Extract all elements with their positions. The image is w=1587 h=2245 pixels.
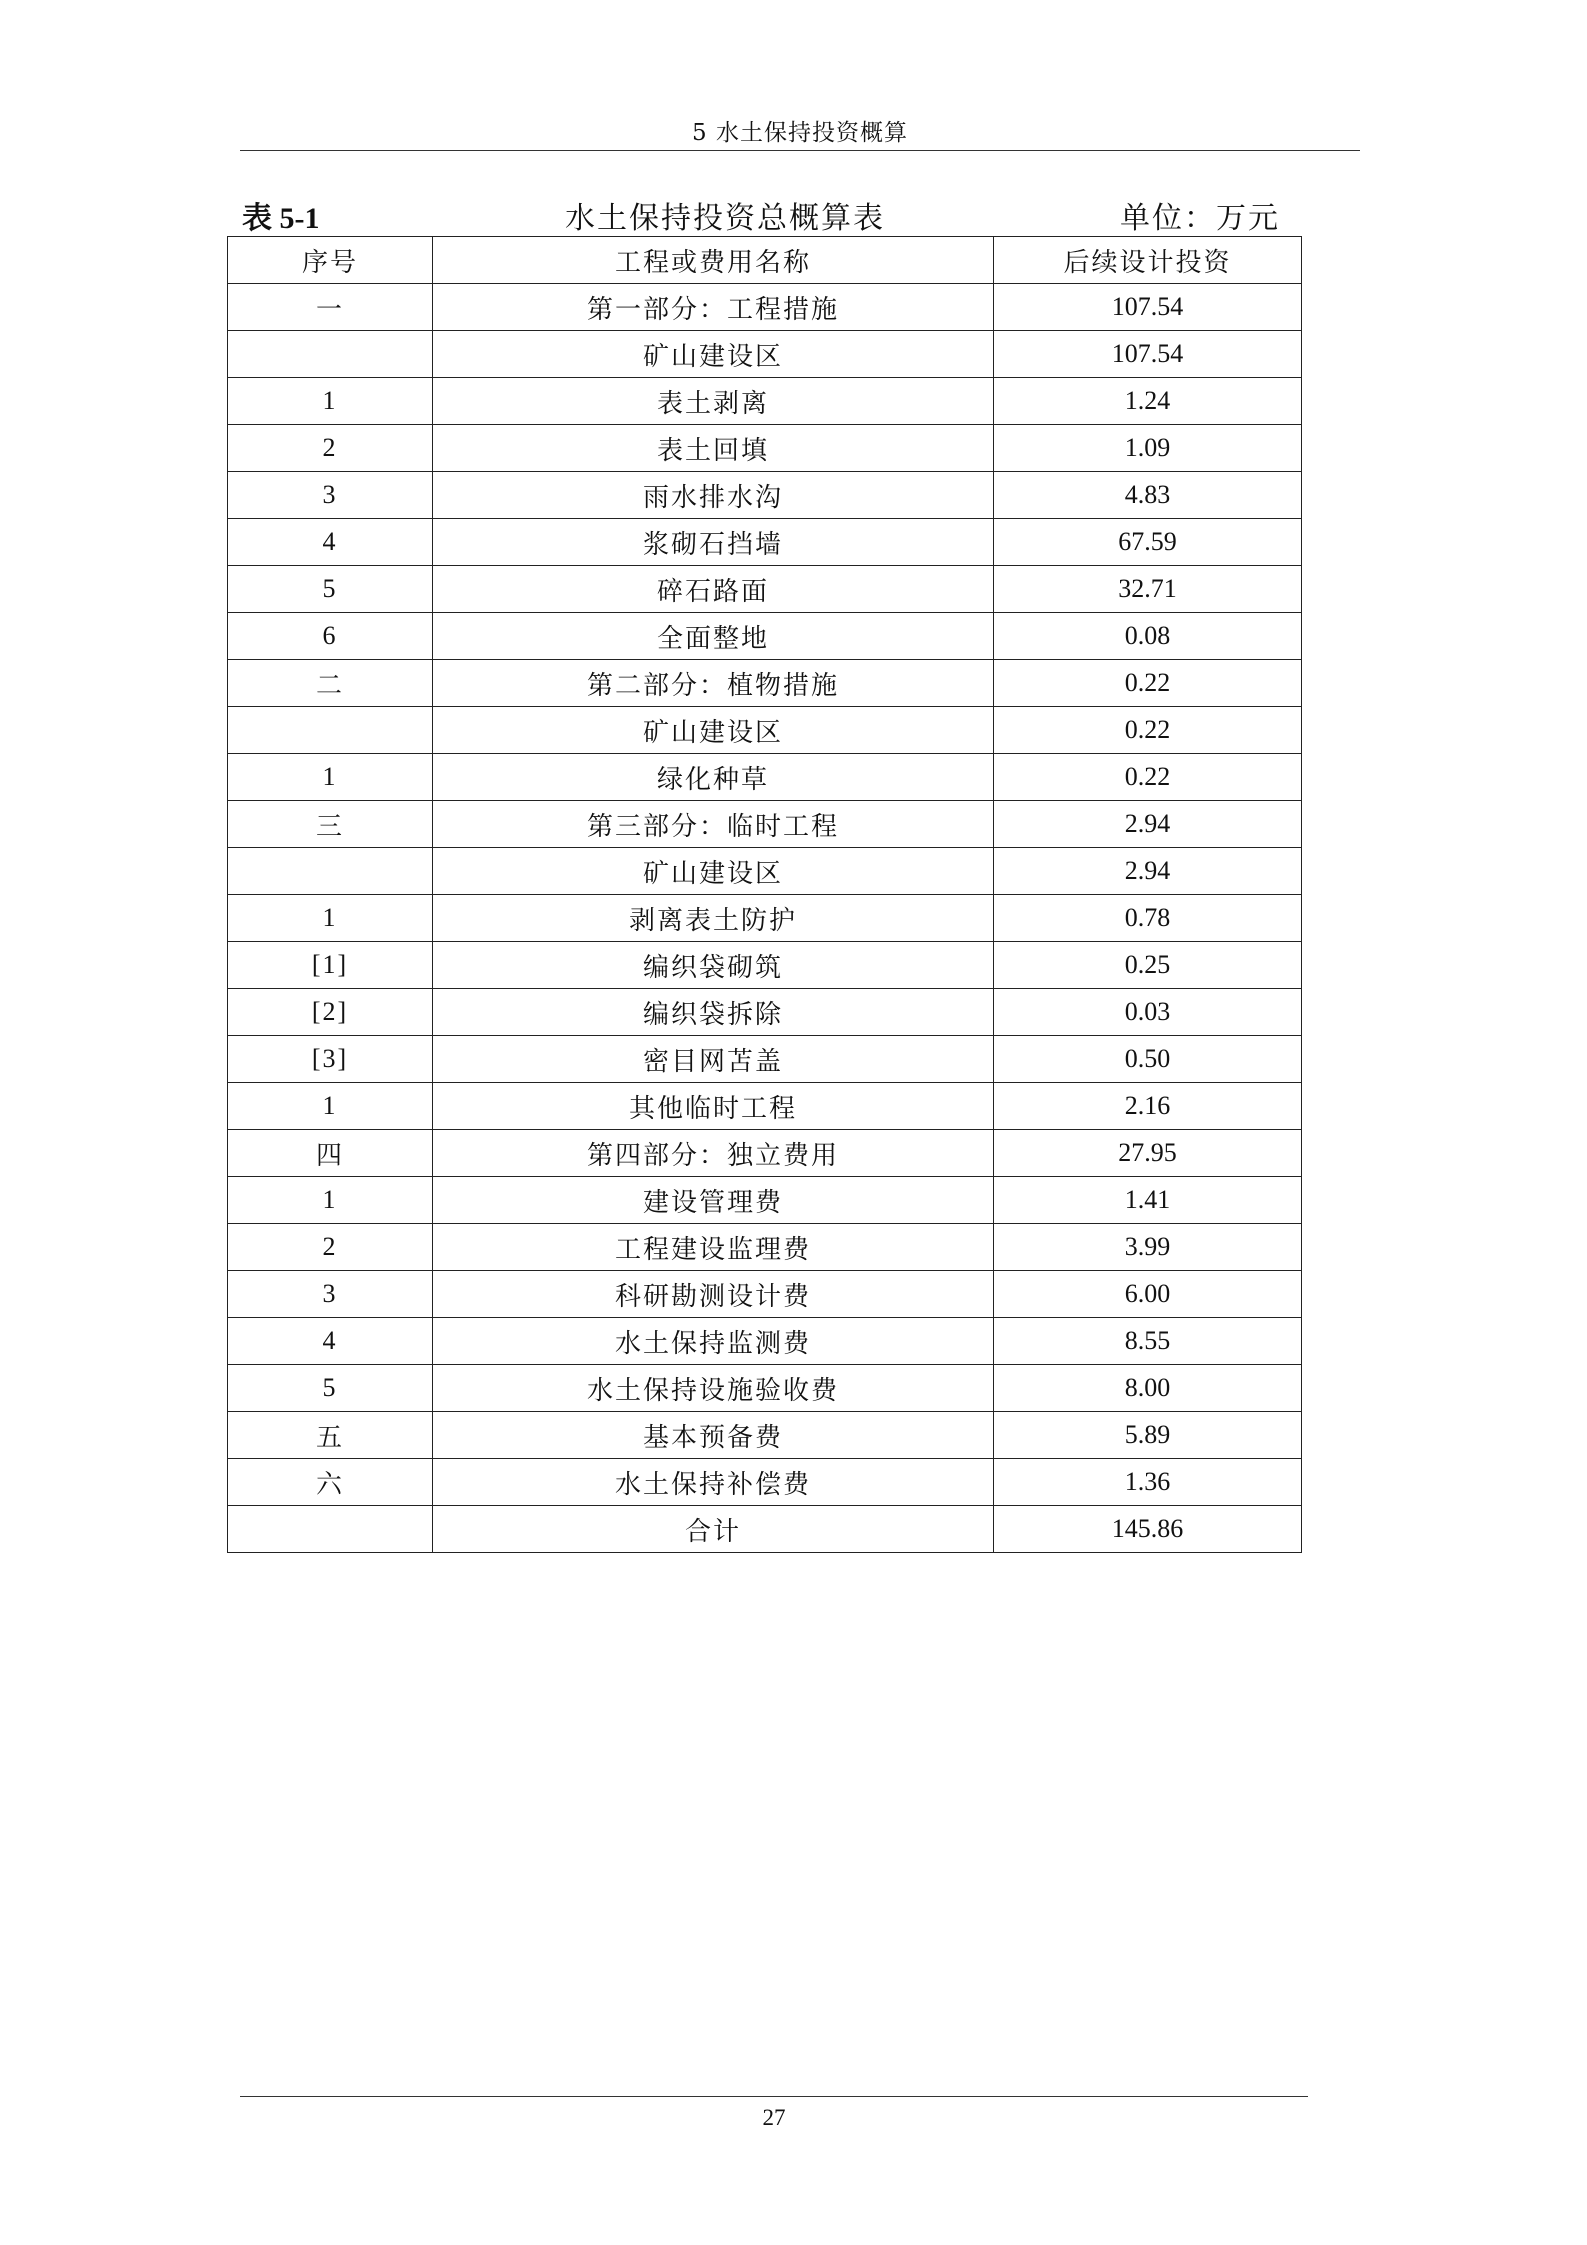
row-number-cell: 1 <box>228 1177 433 1224</box>
item-name-cell: 矿山建设区 <box>433 848 994 895</box>
table-row <box>228 1459 1302 1506</box>
row-number-cell: 六 <box>228 1459 433 1506</box>
row-number-cell: 1 <box>228 895 433 942</box>
table-number: 表 5-1 <box>242 202 320 235</box>
row-number-cell: 五 <box>228 1412 433 1459</box>
table-row <box>228 1271 1302 1318</box>
investment-value-cell: 107.54 <box>994 331 1302 378</box>
row-number-cell <box>228 848 433 895</box>
table-row <box>228 284 1302 331</box>
item-name-cell: 基本预备费 <box>433 1412 994 1459</box>
row-number-cell <box>228 331 433 378</box>
page-footer <box>240 2096 1308 2130</box>
item-name-cell: 第二部分：植物措施 <box>433 660 994 707</box>
item-name-cell: 编织袋砌筑 <box>433 942 994 989</box>
item-name-cell: 科研勘测设计费 <box>433 1271 994 1318</box>
investment-value-cell: 4.83 <box>994 472 1302 519</box>
row-number-cell: 二 <box>228 660 433 707</box>
row-number-cell: 6 <box>228 613 433 660</box>
table-row <box>228 566 1302 613</box>
investment-value-cell: 0.50 <box>994 1036 1302 1083</box>
item-name-cell: 工程建设监理费 <box>433 1224 994 1271</box>
table-row <box>228 1318 1302 1365</box>
item-name-cell: 第一部分：工程措施 <box>433 284 994 331</box>
table-caption <box>240 193 1280 236</box>
table-row <box>228 1130 1302 1177</box>
investment-value-cell: 0.25 <box>994 942 1302 989</box>
item-name-cell: 水土保持监测费 <box>433 1318 994 1365</box>
investment-value-cell: 1.24 <box>994 378 1302 425</box>
table-row <box>228 660 1302 707</box>
table-row <box>228 378 1302 425</box>
table-row <box>228 895 1302 942</box>
investment-value-cell: 32.71 <box>994 566 1302 613</box>
row-number-cell: 三 <box>228 801 433 848</box>
table-unit: 单位：万元 <box>1120 201 1280 236</box>
table-row <box>228 613 1302 660</box>
page-header <box>240 110 1360 151</box>
investment-value-cell: 0.03 <box>994 989 1302 1036</box>
table-row <box>228 1177 1302 1224</box>
item-name-cell: 建设管理费 <box>433 1177 994 1224</box>
page-number: 27 <box>762 2105 786 2130</box>
item-name-cell: 水土保持补偿费 <box>433 1459 994 1506</box>
row-number-cell: 一 <box>228 284 433 331</box>
investment-value-cell: 67.59 <box>994 519 1302 566</box>
item-name-cell: 矿山建设区 <box>433 331 994 378</box>
table-row <box>228 1365 1302 1412</box>
item-name-cell: 剥离表土防护 <box>433 895 994 942</box>
investment-value-cell: 8.55 <box>994 1318 1302 1365</box>
table-row <box>228 519 1302 566</box>
row-number-cell: 四 <box>228 1130 433 1177</box>
table-row <box>228 942 1302 989</box>
item-name-cell: 其他临时工程 <box>433 1083 994 1130</box>
investment-value-cell: 0.08 <box>994 613 1302 660</box>
row-number-cell: 5 <box>228 566 433 613</box>
row-number-cell: 3 <box>228 1271 433 1318</box>
investment-value-cell: 145.86 <box>994 1506 1302 1553</box>
budget-table <box>227 236 1302 1553</box>
item-name-cell: 矿山建设区 <box>433 707 994 754</box>
table-row <box>228 848 1302 895</box>
investment-value-cell: 0.22 <box>994 707 1302 754</box>
table-row <box>228 1036 1302 1083</box>
row-number-cell: 1 <box>228 754 433 801</box>
row-number-cell: [2] <box>228 989 433 1036</box>
table-header-row <box>228 237 1302 284</box>
investment-value-cell: 8.00 <box>994 1365 1302 1412</box>
table-row <box>228 707 1302 754</box>
investment-value-cell: 2.94 <box>994 801 1302 848</box>
investment-value-cell: 107.54 <box>994 284 1302 331</box>
table-row <box>228 754 1302 801</box>
table-row <box>228 1412 1302 1459</box>
item-name-cell: 编织袋拆除 <box>433 989 994 1036</box>
table-row <box>228 1083 1302 1130</box>
investment-value-cell: 5.89 <box>994 1412 1302 1459</box>
row-number-cell: 2 <box>228 1224 433 1271</box>
table-row <box>228 472 1302 519</box>
investment-value-cell: 2.94 <box>994 848 1302 895</box>
item-name-cell: 合计 <box>433 1506 994 1553</box>
table-row <box>228 425 1302 472</box>
investment-value-cell: 0.22 <box>994 754 1302 801</box>
investment-value-cell: 3.99 <box>994 1224 1302 1271</box>
row-number-cell: 4 <box>228 519 433 566</box>
investment-value-cell: 1.09 <box>994 425 1302 472</box>
chapter-title: 5 水土保持投资概算 <box>692 120 908 146</box>
investment-value-cell: 0.22 <box>994 660 1302 707</box>
item-name-cell: 第三部分：临时工程 <box>433 801 994 848</box>
budget-table-container <box>227 236 1301 1553</box>
item-name-cell: 水土保持设施验收费 <box>433 1365 994 1412</box>
investment-value-cell: 6.00 <box>994 1271 1302 1318</box>
table-row <box>228 331 1302 378</box>
table-title: 水土保持投资总概算表 <box>565 201 885 236</box>
row-number-cell: 1 <box>228 378 433 425</box>
table-row <box>228 1224 1302 1271</box>
item-name-cell: 全面整地 <box>433 613 994 660</box>
item-name-cell: 绿化种草 <box>433 754 994 801</box>
row-number-cell <box>228 707 433 754</box>
row-number-cell: 5 <box>228 1365 433 1412</box>
table-row <box>228 989 1302 1036</box>
investment-value-cell: 1.36 <box>994 1459 1302 1506</box>
row-number-cell: 4 <box>228 1318 433 1365</box>
row-number-cell: 2 <box>228 425 433 472</box>
table-row <box>228 801 1302 848</box>
row-number-cell: 1 <box>228 1083 433 1130</box>
row-number-cell: [3] <box>228 1036 433 1083</box>
item-name-cell: 浆砌石挡墙 <box>433 519 994 566</box>
item-name-cell: 表土回填 <box>433 425 994 472</box>
row-number-cell <box>228 1506 433 1553</box>
item-name-cell: 密目网苫盖 <box>433 1036 994 1083</box>
column-header-name: 工程或费用名称 <box>433 237 994 284</box>
item-name-cell: 雨水排水沟 <box>433 472 994 519</box>
investment-value-cell: 2.16 <box>994 1083 1302 1130</box>
column-header-no: 序号 <box>228 237 433 284</box>
item-name-cell: 表土剥离 <box>433 378 994 425</box>
table-row <box>228 1506 1302 1553</box>
investment-value-cell: 27.95 <box>994 1130 1302 1177</box>
row-number-cell: [1] <box>228 942 433 989</box>
column-header-value: 后续设计投资 <box>994 237 1302 284</box>
investment-value-cell: 0.78 <box>994 895 1302 942</box>
investment-value-cell: 1.41 <box>994 1177 1302 1224</box>
item-name-cell: 第四部分：独立费用 <box>433 1130 994 1177</box>
item-name-cell: 碎石路面 <box>433 566 994 613</box>
row-number-cell: 3 <box>228 472 433 519</box>
